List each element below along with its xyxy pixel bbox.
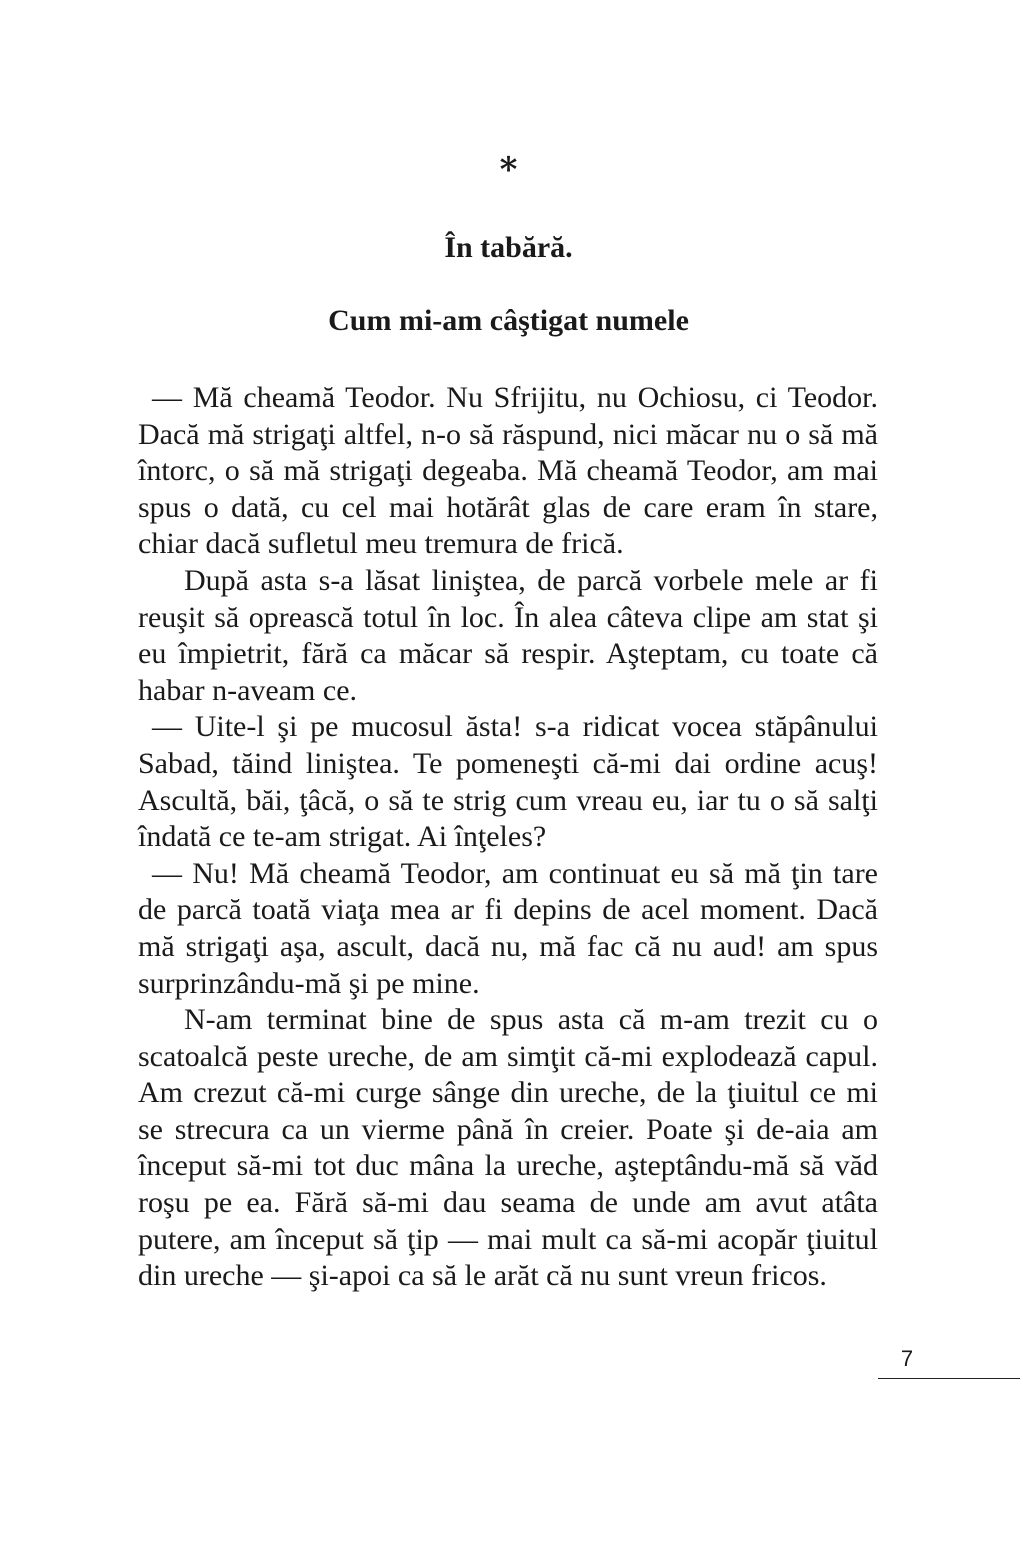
paragraph: — Mă cheamă Teodor. Nu Sfrijitu, nu Ochiosu, ci Teodor. Dacă mă strigaţi altfel, n-o să răspund, nici măcar nu o să mă întorc, o să mă strigaţi degeaba. Mă cheamă Teodor, am mai spus o dată, cu cel mai hotărât glas de care eram în stare, chiar dacă sufletul meu tremura de frică. xyxy=(138,381,878,561)
chapter-subtitle: Cum mi-am câştigat numele xyxy=(328,304,689,337)
paragraph: După asta s-a lăsat liniştea, de parcă vorbele mele ar fi reuşit să oprească totul în loc. În alea câteva clipe am stat şi eu împietrit, fără ca măcar să respir. Aşteptam, cu toate că habar n-aveam ce. xyxy=(138,563,878,707)
folio-rule xyxy=(878,1378,1020,1379)
paragraph: — Uite-l şi pe mucosul ăsta! s-a ridicat vocea stăpânului Sabad, tăind liniştea. Te pomeneşti că-mi dai ordine acuş! Ascultă, băi, ţâcă, o să te strig cum vreau eu, iar tu o să salţi îndată ce te-am strigat. Ai înţeles? xyxy=(138,710,878,854)
page-number: 7 xyxy=(900,1346,914,1371)
chapter-title: În tabără. xyxy=(444,231,573,264)
paragraph: — Nu! Mă cheamă Teodor, am continuat eu să mă ţin tare de parcă toată viaţa mea ar fi depins de acel moment. Dacă mă strigaţi aşa, ascult, dacă nu, mă fac că nu aud! am spus surprinzându-mă şi pe mine. xyxy=(138,856,878,1000)
body-text xyxy=(138,380,878,1295)
paragraph: N-am terminat bine de spus asta că m-am trezit cu o scatoalcă peste ureche, de am simţit că-mi explodează capul. Am crezut că-mi curge sânge din ureche, de la ţiuitul ce mi se strecura ca un vierme până în creier. Poate şi de-aia am început să-mi tot duc mâna la ureche, aşteptându-mă să văd roşu pe ea. Fără să-mi dau seama de unde am avut atâta putere, am început să ţip — mai mult ca să-mi acopăr ţiuitul din ureche — şi-apoi ca să le arăt că nu sunt vreun fricos. xyxy=(138,1003,878,1293)
section-separator: * xyxy=(499,150,518,190)
